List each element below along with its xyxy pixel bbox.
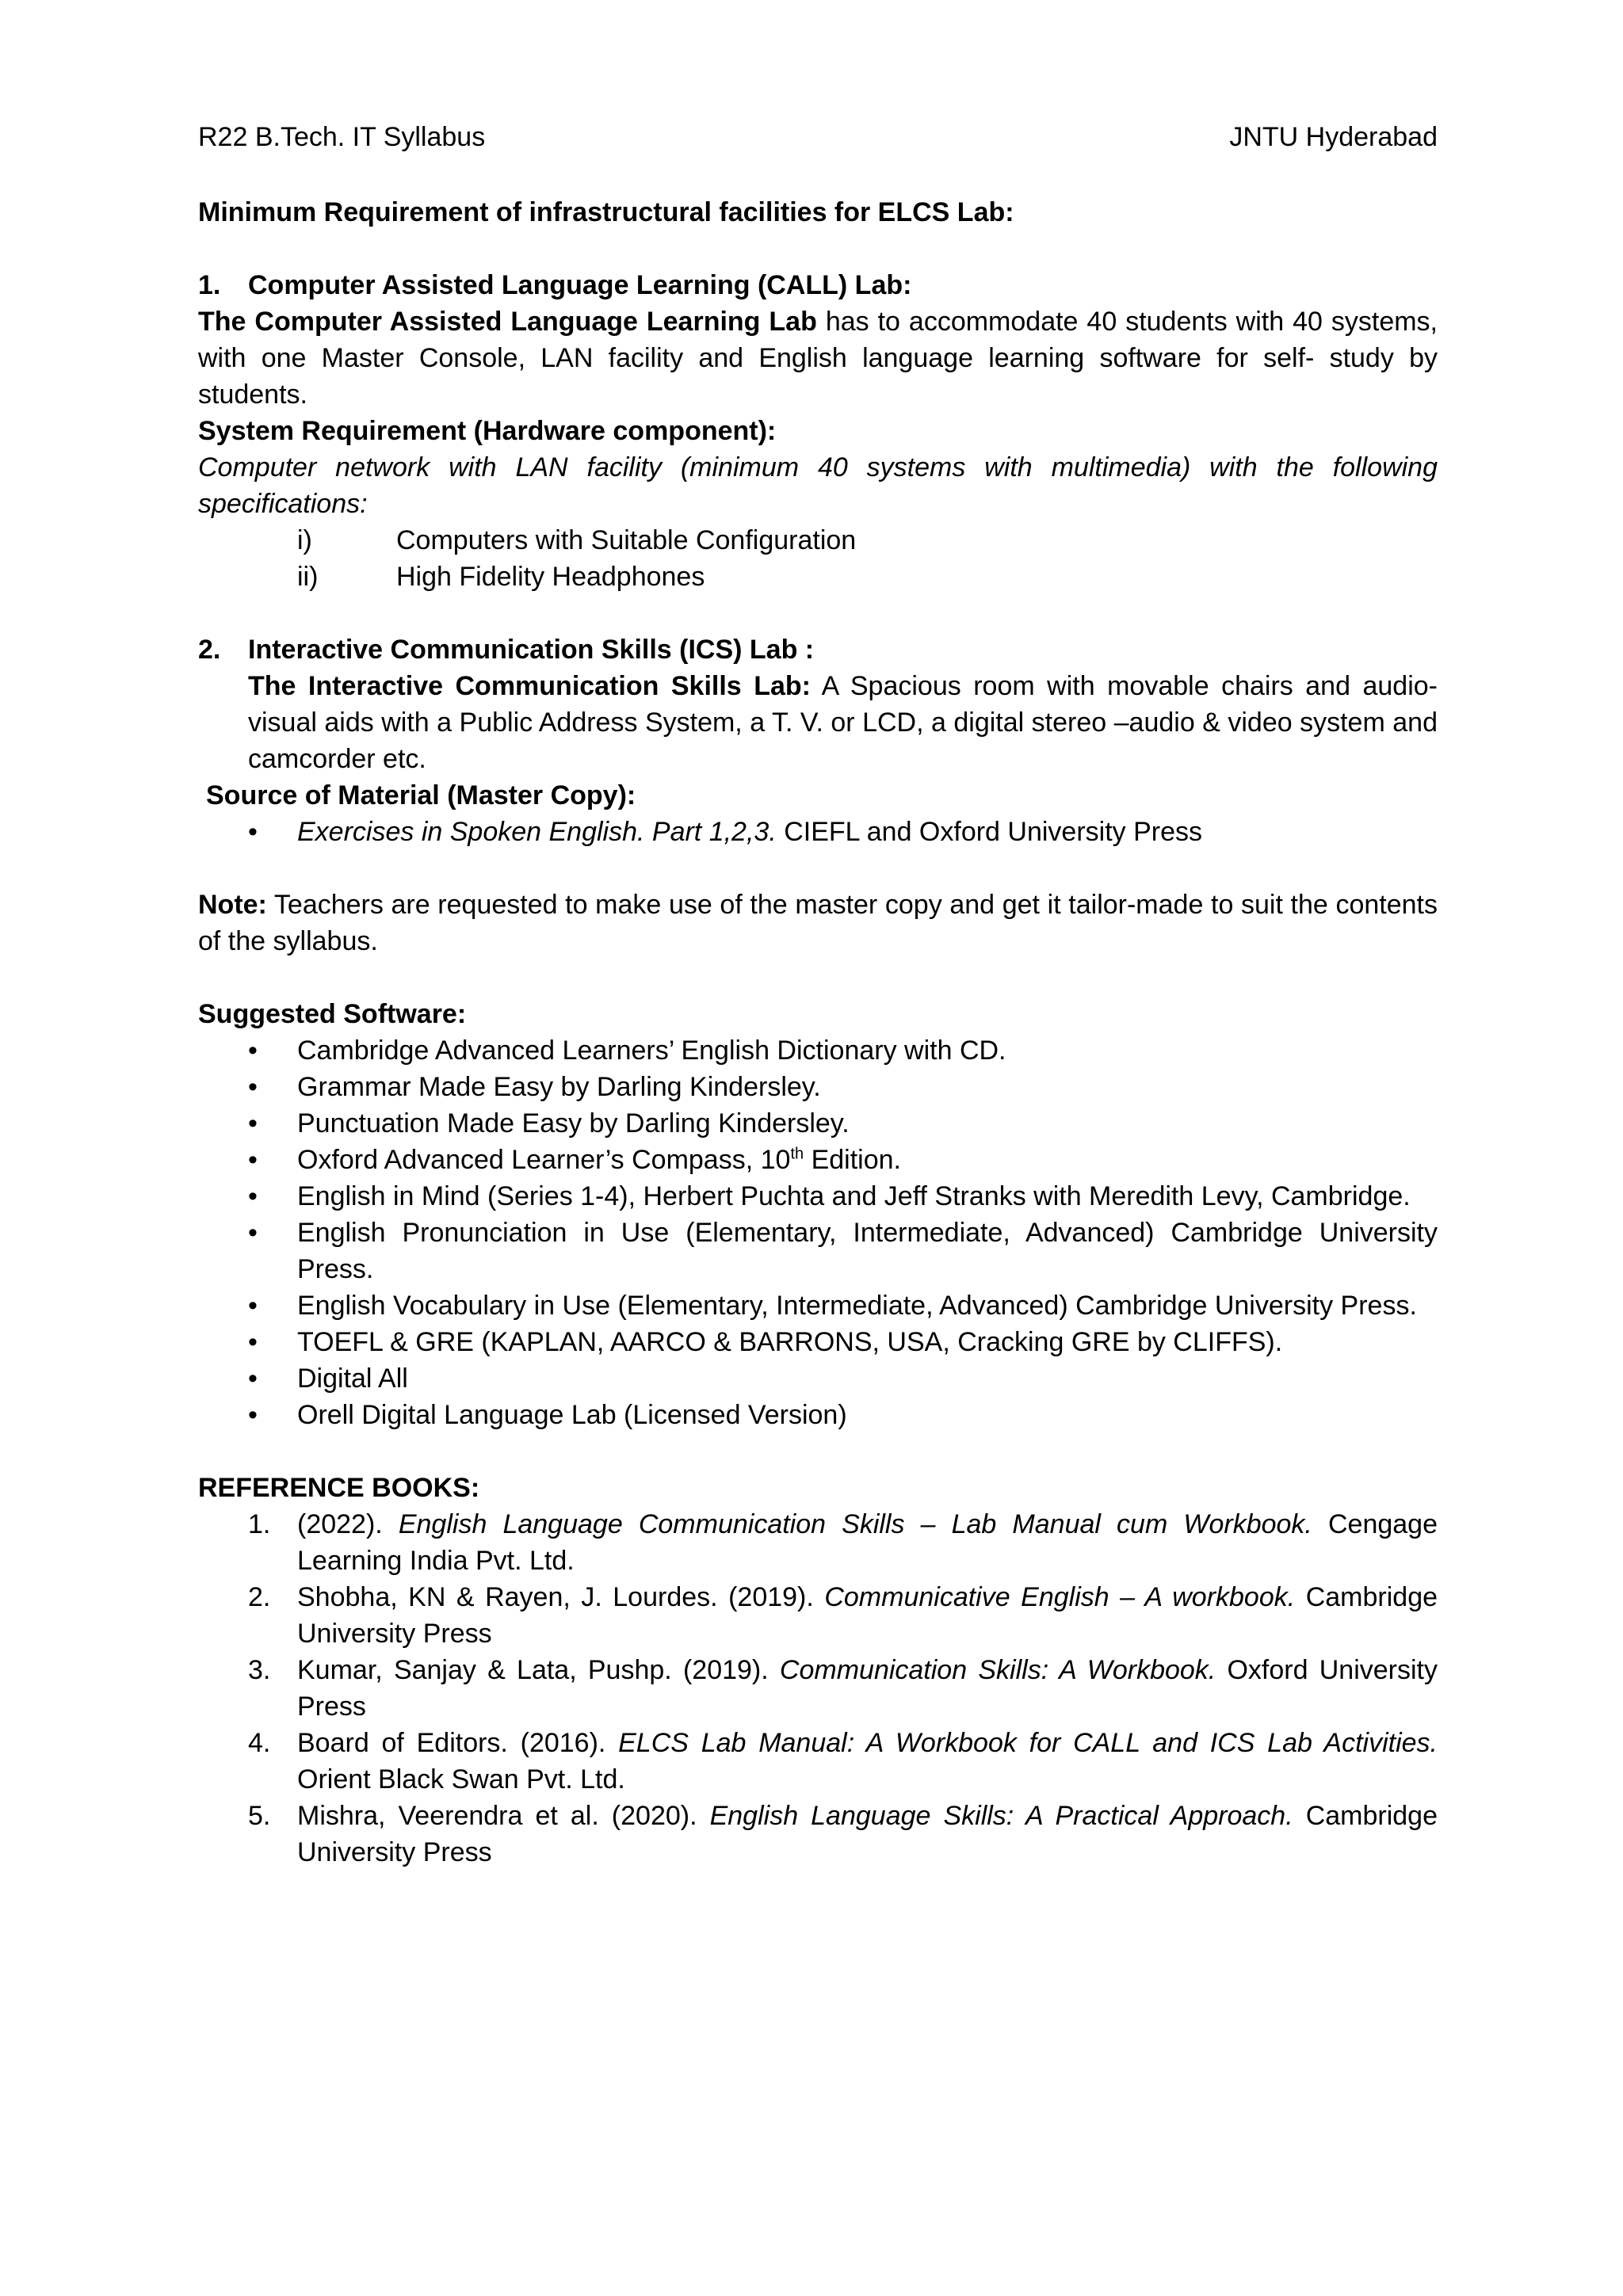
bullet-icon: • xyxy=(248,1291,258,1321)
system-requirement-text: Computer network with LAN facility (minimum 40 systems with multimedia) with the following specifications: xyxy=(198,452,1438,519)
page-content xyxy=(198,194,1438,1871)
reference-publisher: Cambridge University Press xyxy=(297,1582,1438,1649)
reference-item xyxy=(198,1725,1438,1798)
reference-number: 1. xyxy=(248,1509,271,1539)
note-paragraph xyxy=(198,887,1438,959)
call-lab-heading xyxy=(198,267,1438,303)
reference-author: (2022). xyxy=(297,1509,399,1539)
reference-publisher: Orient Black Swan Pvt. Ltd. xyxy=(297,1764,625,1794)
header-left: R22 B.Tech. IT Syllabus xyxy=(198,122,486,152)
bullet-icon: • xyxy=(248,1035,258,1066)
requirement-item-number: i) xyxy=(297,525,312,555)
reference-number: 4. xyxy=(248,1728,271,1758)
software-item-text: English Pronunciation in Use (Elementary, Intermediate, Advanced) Cambridge University Press. xyxy=(297,1218,1438,1284)
system-requirement-heading: System Requirement (Hardware component): xyxy=(198,416,777,446)
software-item xyxy=(198,1360,1438,1397)
reference-author: Board of Editors. (2016). xyxy=(297,1728,619,1758)
bullet-icon: • xyxy=(248,1400,258,1430)
bullet-icon: • xyxy=(248,817,258,847)
reference-title: English Language Skills: A Practical Approach. xyxy=(709,1801,1293,1831)
requirement-item-number: ii) xyxy=(297,562,319,592)
software-item xyxy=(198,1397,1438,1433)
reference-publisher: Cengage Learning India Pvt. Ltd. xyxy=(297,1509,1438,1576)
requirement-item xyxy=(198,522,1438,559)
software-item-text xyxy=(297,1142,1438,1178)
bullet-icon: • xyxy=(248,1145,258,1175)
ics-lab-text: A Spacious room with movable chairs and audio-visual aids with a Public Address System, a T. V. or LCD, a digital stereo –audio & video system and camcorder etc. xyxy=(248,671,1438,774)
requirement-item-text: High Fidelity Headphones xyxy=(396,562,705,592)
reference-publisher: Oxford University Press xyxy=(297,1655,1438,1722)
reference-title: Communicative English – A workbook. xyxy=(824,1582,1296,1612)
ics-lab-heading xyxy=(198,631,1438,668)
call-lab-description xyxy=(198,303,1438,413)
software-item xyxy=(198,1215,1438,1287)
software-item-text: English Vocabulary in Use (Elementary, Intermediate, Advanced) Cambridge University Press. xyxy=(297,1291,1417,1321)
bullet-icon: • xyxy=(248,1181,258,1211)
call-lab-title: Computer Assisted Language Learning (CALL) Lab: xyxy=(248,270,912,300)
reference-number: 2. xyxy=(248,1582,271,1612)
bullet-icon: • xyxy=(248,1327,258,1357)
software-item-text: Cambridge Advanced Learners’ English Dictionary with CD. xyxy=(297,1035,1006,1066)
ics-lab-description xyxy=(198,668,1438,777)
bullet-icon: • xyxy=(248,1363,258,1394)
reference-item xyxy=(198,1506,1438,1579)
software-item-text: English in Mind (Series 1-4), Herbert Puchta and Jeff Stranks with Meredith Levy, Cambridge. xyxy=(297,1181,1411,1211)
software-item-text: Grammar Made Easy by Darling Kindersley. xyxy=(297,1072,821,1102)
reference-books-heading: REFERENCE BOOKS: xyxy=(198,1473,480,1503)
compass-text: Oxford Advanced Learner’s Compass, 10 xyxy=(297,1145,791,1175)
page-title: Minimum Requirement of infrastructural facilities for ELCS Lab: xyxy=(198,197,1014,227)
reference-publisher: Cambridge University Press xyxy=(297,1801,1438,1867)
call-lab-number: 1. xyxy=(198,270,221,300)
reference-number: 5. xyxy=(248,1801,271,1831)
software-item xyxy=(198,1324,1438,1360)
requirement-item xyxy=(198,559,1438,595)
reference-item xyxy=(198,1798,1438,1871)
note-label: Note: xyxy=(198,890,267,920)
software-item xyxy=(198,1178,1438,1215)
source-material-publisher: CIEFL and Oxford University Press xyxy=(776,817,1203,847)
reference-item xyxy=(198,1652,1438,1725)
header-right: JNTU Hyderabad xyxy=(1229,122,1438,152)
source-material-title: Exercises in Spoken English. Part 1,2,3. xyxy=(297,817,777,847)
bullet-icon: • xyxy=(248,1108,258,1138)
reference-title: English Language Communication Skills – Lab Manual cum Workbook. xyxy=(398,1509,1312,1539)
software-item xyxy=(198,1105,1438,1142)
software-item xyxy=(198,1142,1438,1178)
bullet-icon: • xyxy=(248,1218,258,1248)
software-item-text: Punctuation Made Easy by Darling Kindersley. xyxy=(297,1108,850,1138)
software-item xyxy=(198,1032,1438,1069)
software-item-text: TOEFL & GRE (KAPLAN, AARCO & BARRONS, USA, Cracking GRE by CLIFFS). xyxy=(297,1327,1283,1357)
reference-author: Kumar, Sanjay & Lata, Pushp. (2019). xyxy=(297,1655,780,1685)
ics-lab-number: 2. xyxy=(198,635,221,665)
bullet-icon: • xyxy=(248,1072,258,1102)
note-text: Teachers are requested to make use of the master copy and get it tailor-made to suit the contents of the syllabus. xyxy=(198,890,1438,956)
reference-item xyxy=(198,1579,1438,1652)
call-lab-lead: The Computer Assisted Language Learning Lab xyxy=(198,307,817,337)
ics-lab-title: Interactive Communication Skills (ICS) Lab : xyxy=(248,635,815,665)
compass-edition: Edition. xyxy=(804,1145,901,1175)
reference-title: Communication Skills: A Workbook. xyxy=(779,1655,1216,1685)
reference-number: 3. xyxy=(248,1655,271,1685)
call-lab-text: has to accommodate 40 students with 40 systems, with one Master Console, LAN facility and English language learning software for self- study by students. xyxy=(198,307,1438,410)
compass-superscript: th xyxy=(790,1145,804,1163)
source-material-heading: Source of Material (Master Copy): xyxy=(206,780,636,810)
requirement-item-text: Computers with Suitable Configuration xyxy=(396,525,857,555)
reference-author: Shobha, KN & Rayen, J. Lourdes. (2019). xyxy=(297,1582,825,1612)
software-item xyxy=(198,1069,1438,1105)
reference-title: ELCS Lab Manual: A Workbook for CALL and ICS Lab Activities. xyxy=(618,1728,1438,1758)
software-item xyxy=(198,1287,1438,1324)
software-item-text: Digital All xyxy=(297,1363,408,1394)
ics-lab-lead: The Interactive Communication Skills Lab: xyxy=(248,671,811,701)
software-item-text: Orell Digital Language Lab (Licensed Version) xyxy=(297,1400,847,1430)
suggested-software-heading: Suggested Software: xyxy=(198,999,467,1029)
source-material-item xyxy=(198,814,1438,850)
reference-author: Mishra, Veerendra et al. (2020). xyxy=(297,1801,710,1831)
